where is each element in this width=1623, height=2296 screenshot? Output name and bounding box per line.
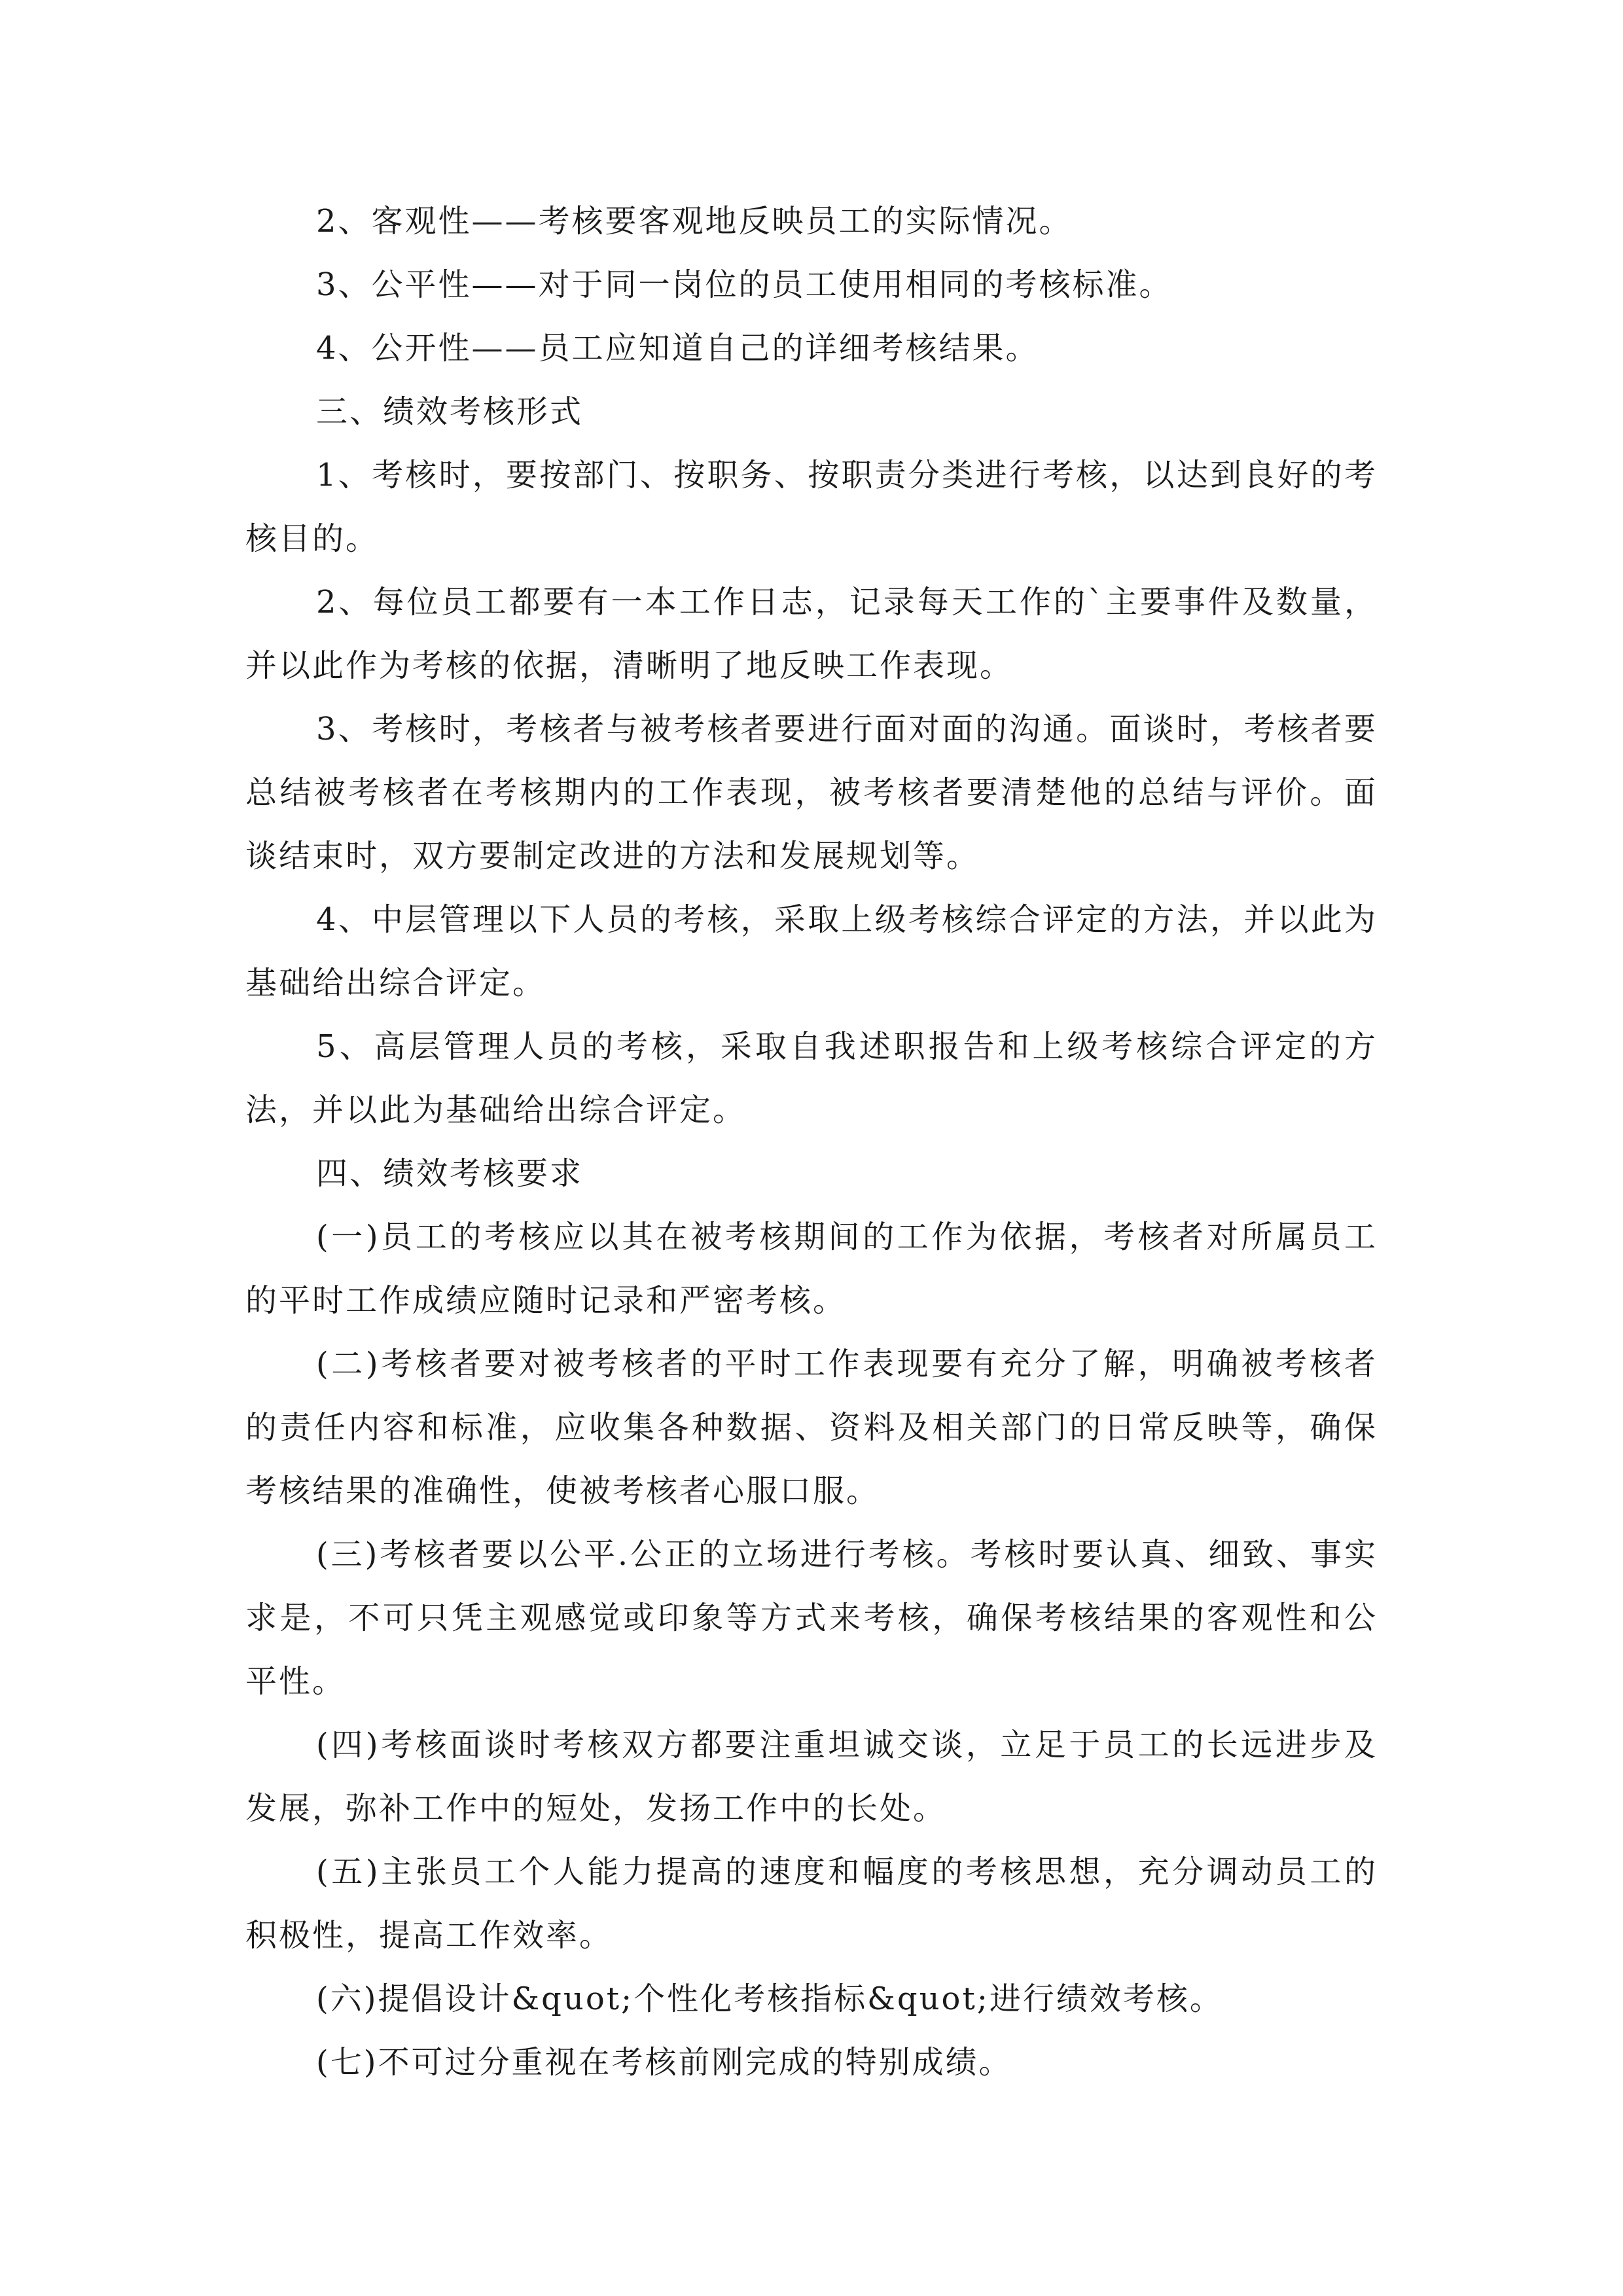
paragraph-form-2: 2、每位员工都要有一本工作日志，记录每天工作的`主要事件及数量，并以此作为考核的依据，清晰明了地反映工作表现。 [245, 584, 1378, 684]
paragraph-form-4: 4、中层管理以下人员的考核，采取上级考核综合评定的方法，并以此为基础给出综合评定。 [245, 901, 1378, 1001]
paragraph-requirement-4: (四)考核面谈时考核双方都要注重坦诚交谈，立足于员工的长远进步及发展，弥补工作中的短处，发扬工作中的长处。 [245, 1727, 1378, 1827]
paragraph-fairness: 3、公平性——对于同一岗位的员工使用相同的考核标准。 [316, 266, 1173, 303]
paragraph-objectivity: 2、客观性——考核要客观地反映员工的实际情况。 [316, 203, 1073, 240]
section-heading-form: 三、绩效考核形式 [316, 393, 584, 430]
paragraph-requirement-1: (一)员工的考核应以其在被考核期间的工作为依据，考核者对所属员工的平时工作成绩应随时记录和严密考核。 [245, 1219, 1378, 1319]
paragraph-form-5: 5、高层管理人员的考核，采取自我述职报告和上级考核综合评定的方法，并以此为基础给出综合评定。 [245, 1028, 1378, 1128]
paragraph-form-3: 3、考核时，考核者与被考核者要进行面对面的沟通。面谈时，考核者要总结被考核者在考核期内的工作表现，被考核者要清楚他的总结与评价。面谈结束时，双方要制定改进的方法和发展规划等。 [245, 711, 1378, 874]
paragraph-requirement-6: (六)提倡设计&quot;个性化考核指标&quot;进行绩效考核。 [316, 1981, 1223, 2017]
paragraph-openness: 4、公开性——员工应知道自己的详细考核结果。 [316, 330, 1039, 367]
document-page [245, 190, 1378, 2094]
paragraph-requirement-3: (三)考核者要以公平.公正的立场进行考核。考核时要认真、细致、事实求是，不可只凭主观感觉或印象等方式来考核，确保考核结果的客观性和公平性。 [245, 1536, 1378, 1700]
paragraph-requirement-5: (五)主张员工个人能力提高的速度和幅度的考核思想，充分调动员工的积极性，提高工作效率。 [245, 1854, 1378, 1954]
paragraph-form-1: 1、考核时，要按部门、按职务、按职责分类进行考核，以达到良好的考核目的。 [245, 457, 1378, 557]
paragraph-requirement-7: (七)不可过分重视在考核前刚完成的特别成绩。 [316, 2044, 1012, 2081]
section-heading-requirements: 四、绩效考核要求 [316, 1155, 584, 1192]
paragraph-requirement-2: (二)考核者要对被考核者的平时工作表现要有充分了解，明确被考核者的责任内容和标准，应收集各种数据、资料及相关部门的日常反映等，确保考核结果的准确性，使被考核者心服口服。 [245, 1346, 1378, 1509]
